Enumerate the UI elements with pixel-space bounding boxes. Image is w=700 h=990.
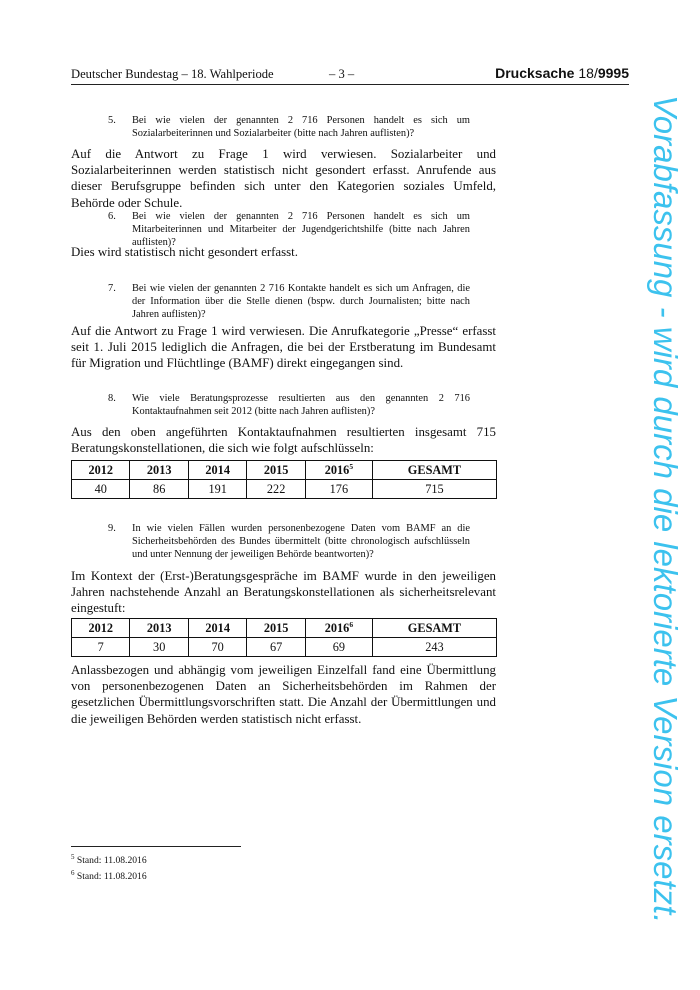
table-cell: 176 [305, 480, 372, 499]
table-header-row [72, 461, 497, 480]
document-number: Drucksache 18/9995 [495, 65, 629, 81]
table-header-cell: GESAMT [372, 619, 496, 638]
question-9: 9. In wie vielen Fällen wurden personenbezogene Daten vom BAMF an die Sicherheitsbehörden des Bundes übermittelt (bitte chronologisch aufschlüsseln und unter Nennung der jeweiligen Behörde beantworten)? [108, 523, 470, 560]
table-header-cell: 2013 [130, 461, 188, 480]
table-cell: 40 [72, 480, 130, 499]
table-cell: 70 [188, 638, 246, 657]
footnote-divider [71, 846, 241, 847]
header-publication: Deutscher Bundestag – 18. Wahlperiode [71, 67, 274, 81]
footnote-ref: 6 [349, 619, 354, 629]
consultation-table [71, 460, 497, 499]
table-cell: 191 [188, 480, 246, 499]
table-header-cell: 2012 [72, 619, 130, 638]
table-header-cell: 2014 [188, 619, 246, 638]
footnote-ref: 5 [349, 461, 354, 471]
table-header-cell: 2014 [188, 461, 246, 480]
table-header-row [72, 619, 497, 638]
footnote: $^6$ Stand: 11.08.2016 [71, 869, 147, 883]
table-cell: 222 [247, 480, 305, 499]
table-row [72, 480, 497, 499]
table-header-cell: 2016$^5$ [305, 461, 372, 480]
answer-9-continued: Anlassbezogen und abhängig vom jeweiligen Einzelfall fand eine Übermittlung von personenbezogenen Daten an Sicherheitsbehörden im Rahmen der gesetzlichen Übermittlungsvorschriften statt. Die Anzahl der Übermittlungen und die jeweiligen Behörden werden statistisch nicht erfasst. [71, 663, 496, 726]
answer-6: Dies wird statistisch nicht gesondert erfasst. [71, 245, 298, 259]
table-cell: 7 [72, 638, 130, 657]
table-header-cell: 2016$^6$ [305, 619, 372, 638]
table-header-cell: GESAMT [372, 461, 496, 480]
footnote: $^5$ Stand: 11.08.2016 [71, 853, 147, 867]
table-cell: 86 [130, 480, 188, 499]
answer-7: Auf die Antwort zu Frage 1 wird verwiesen. Die Anrufkategorie „Presse“ erfasst seit 1. Juli 2015 lediglich die Anfragen, die bei der Erstberatung im Bundesamt für Migration und Flüchtlinge (BAMF) direkt eingegangen sind. [71, 324, 496, 371]
table-cell: 243 [372, 638, 496, 657]
question-6: 6. Bei wie vielen der genannten 2 716 Personen handelt es sich um Mitarbeiterinnen und Mitarbeiter der Jugendgerichtshilfe (bitte nach Jahren auflisten)? [108, 211, 470, 248]
table-cell: 67 [247, 638, 305, 657]
page-header [71, 66, 629, 85]
table-row [72, 638, 497, 657]
answer-9: Im Kontext der (Erst-)Beratungsgespräche im BAMF wurde in den jeweiligen Jahren nachstehende Anzahl an Beratungskonstellationen als sicherheitsrelevant eingestuft: [71, 569, 496, 616]
answer-5: Auf die Antwort zu Frage 1 wird verwiesen. Sozialarbeiter und Sozialarbeiterinnen werden statistisch nicht gesondert erfasst. Anrufende aus dieser Berufsgruppe befinden sich unter den Kategorien soziales Umfeld, Behörde oder Schule. [71, 147, 496, 210]
page-number: – 3 – [329, 67, 355, 81]
table-cell: 715 [372, 480, 496, 499]
table-cell: 30 [130, 638, 188, 657]
answer-8: Aus den oben angeführten Kontaktaufnahmen resultierten insgesamt 715 Beratungskonstellationen, die sich wie folgt aufschlüsseln: [71, 425, 496, 456]
security-relevant-table [71, 618, 497, 657]
table-header-cell: 2012 [72, 461, 130, 480]
table-header-cell: 2015 [247, 461, 305, 480]
table-header-cell: 2015 [247, 619, 305, 638]
table-header-cell: 2013 [130, 619, 188, 638]
table-cell: 69 [305, 638, 372, 657]
question-5: 5. Bei wie vielen der genannten 2 716 Personen handelt es sich um Sozialarbeiterinnen und Sozialarbeiter (bitte nach Jahren auflisten)? [108, 115, 470, 139]
question-7: 7. Bei wie vielen der genannten 2 716 Kontakte handelt es sich um Anfragen, die der Information über die Stelle dienen (bspw. durch Journalisten; bitte nach Jahren auflisten)? [108, 283, 470, 320]
draft-watermark: Vorabfassung - wird durch die lektorierte Version ersetzt. [647, 95, 684, 924]
question-8: 8. Wie viele Beratungsprozesse resultierten aus den genannten 2 716 Kontaktaufnahmen seit 2012 (bitte nach Jahren auflisten)? [108, 393, 470, 417]
